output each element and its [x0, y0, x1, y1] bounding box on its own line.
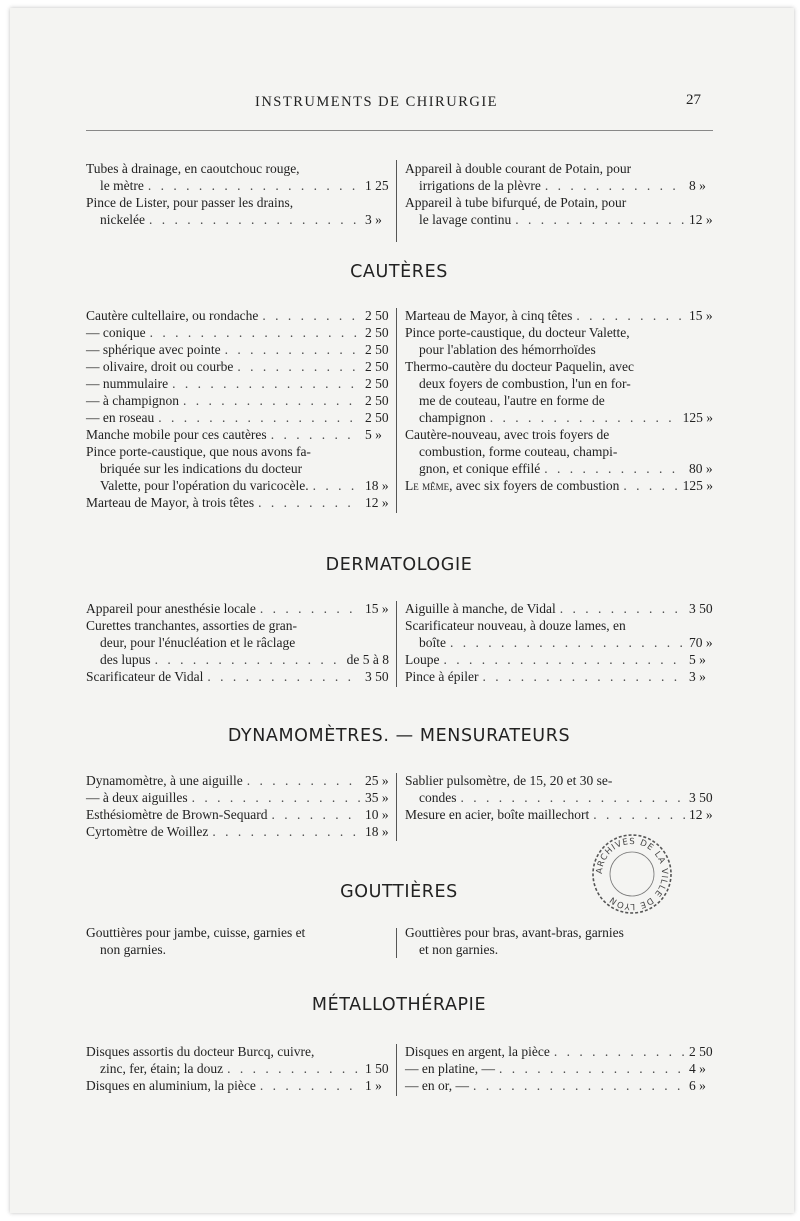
entry-line [86, 789, 389, 806]
entry-price: 18 » [365, 478, 389, 493]
svg-text:ARCHIVES DE LA VILLE DE LYON: ARCHIVES DE LA VILLE DE LYON [594, 836, 670, 912]
column-divider [396, 773, 397, 841]
entry-line [86, 806, 389, 823]
dot-leader [260, 600, 361, 617]
entry-line [405, 668, 713, 685]
entry-line [405, 1060, 713, 1077]
dot-leader [237, 358, 361, 375]
entry-line [86, 194, 389, 211]
entry-text: le lavage continu [419, 212, 512, 227]
entry-text: briquée sur les indications du docteur [100, 461, 303, 476]
cauteres-right-column [405, 307, 713, 494]
catalog-entry [86, 668, 389, 685]
entry-line [405, 634, 713, 651]
entry-text: Appareil pour anesthésie locale [86, 601, 256, 616]
entry-line [86, 409, 389, 426]
entry-text: Esthésiomètre de Brown-Sequard [86, 807, 268, 822]
catalog-entry [405, 1077, 713, 1094]
dot-leader [258, 494, 361, 511]
entry-price: 2 50 [365, 376, 389, 391]
entry-line [86, 324, 389, 341]
entry-price: 25 » [365, 773, 389, 788]
entry-text: et non garnies. [419, 942, 499, 957]
dot-leader [482, 668, 685, 685]
dot-leader [623, 477, 678, 494]
entry-text: le mètre [100, 178, 144, 193]
entry-line [405, 617, 713, 634]
entry-line [86, 1077, 389, 1094]
entry-text: Disques en aluminium, la pièce [86, 1078, 256, 1093]
entry-text: deux foyers de combustion, l'un en for- [419, 376, 631, 391]
cauteres-left-column [86, 307, 389, 511]
entry-text: — olivaire, droit ou courbe [86, 359, 234, 374]
catalog-entry [405, 772, 713, 806]
entry-line [86, 1043, 389, 1060]
column-divider [396, 601, 397, 687]
header-rule [86, 130, 713, 131]
entry-line [86, 494, 389, 511]
entry-line [86, 211, 389, 228]
entry-price: 125 » [682, 410, 713, 425]
entry-price: 2 50 [365, 410, 389, 425]
entry-text: — sphérique avec pointe [86, 342, 221, 357]
entry-price: 8 » [689, 178, 706, 193]
catalog-entry [86, 160, 389, 194]
catalog-entry [405, 477, 713, 494]
dot-leader [225, 341, 361, 358]
entry-text: Tubes à drainage, en caoutchouc rouge, [86, 161, 300, 176]
entry-line [86, 651, 389, 668]
entry-text: des lupus [100, 652, 151, 667]
entry-text: Gouttières pour jambe, cuisse, garnies et [86, 925, 306, 940]
catalog-entry [405, 806, 713, 823]
entry-text: boîte [419, 635, 446, 650]
entry-text: Appareil à double courant de Potain, pour [405, 161, 632, 176]
metallotherapie-left-column [86, 1043, 389, 1094]
entry-text: non garnies. [100, 942, 166, 957]
dot-leader [212, 823, 361, 840]
entry-line [86, 375, 389, 392]
dot-leader [499, 1060, 685, 1077]
catalog-entry [86, 324, 389, 341]
dot-leader [461, 789, 686, 806]
entry-text: Marteau de Mayor, à trois têtes [86, 495, 255, 510]
dot-leader [148, 177, 361, 194]
entry-price: 3 50 [689, 601, 713, 616]
entry-line [405, 806, 713, 823]
entry-text: Disques assortis du docteur Burcq, cuivre, [86, 1044, 315, 1059]
gouttieres-left-column [86, 924, 389, 958]
catalog-entry [405, 617, 713, 651]
entry-text: irrigations de la plèvre [419, 178, 541, 193]
entry-price: 5 » [365, 427, 382, 442]
dot-leader [207, 668, 361, 685]
entry-line [405, 1077, 713, 1094]
dot-leader [473, 1077, 685, 1094]
entry-text: — en or, — [405, 1078, 469, 1093]
catalog-entry [405, 668, 713, 685]
entry-price: 2 50 [365, 325, 389, 340]
catalog-entry [405, 324, 713, 358]
entry-line [86, 160, 389, 177]
catalog-entry [405, 651, 713, 668]
entry-line [86, 617, 389, 634]
entry-line [405, 211, 713, 228]
catalog-entry [86, 924, 389, 958]
entry-text: Pince porte-caustique, que nous avons fa- [86, 444, 311, 459]
dot-leader [450, 634, 685, 651]
entry-line [405, 307, 713, 324]
entry-line [86, 823, 389, 840]
entry-line [405, 160, 713, 177]
entry-line [86, 443, 389, 460]
dermatologie-left-column [86, 600, 389, 685]
catalog-entry [86, 806, 389, 823]
entry-text: Curettes tranchantes, assorties de gran- [86, 618, 298, 633]
page-number: 27 [686, 92, 701, 108]
entry-text: condes [419, 790, 457, 805]
column-divider [396, 928, 397, 958]
catalog-entry [86, 375, 389, 392]
entry-price: 1 » [365, 1078, 382, 1093]
entry-line [405, 1043, 713, 1060]
entry-text: Appareil à tube bifurqué, de Potain, pour [405, 195, 627, 210]
entry-line [405, 443, 713, 460]
entry-price: 2 50 [365, 393, 389, 408]
dot-leader [172, 375, 361, 392]
entry-price: 3 » [689, 669, 706, 684]
top-right-column [405, 160, 713, 228]
entry-line [405, 375, 713, 392]
entry-price: 12 » [365, 495, 389, 510]
section-title-gouttieres: GOUTTIÈRES [340, 882, 458, 902]
entry-line [405, 600, 713, 617]
entry-line [405, 324, 713, 341]
entry-text: — en platine, — [405, 1061, 495, 1076]
dynamometres-left-column [86, 772, 389, 840]
running-title: INSTRUMENTS DE CHIRURGIE [255, 94, 499, 110]
entry-text: Scarificateur de Vidal [86, 669, 204, 684]
top-left-column [86, 160, 389, 228]
catalog-entry [86, 409, 389, 426]
entry-lead: Le même [405, 478, 450, 493]
entry-price: 1 25 [365, 178, 389, 193]
entry-text: — à champignon [86, 393, 179, 408]
catalog-entry [86, 494, 389, 511]
dot-leader [149, 211, 361, 228]
entry-line [86, 426, 389, 443]
gouttieres-right-column [405, 924, 713, 958]
entry-line [405, 941, 713, 958]
dot-leader [192, 789, 361, 806]
entry-price: 18 » [365, 824, 389, 839]
entry-price: 2 50 [365, 342, 389, 357]
entry-price: 125 » [682, 478, 713, 493]
entry-price: 3 50 [689, 790, 713, 805]
entry-text: Thermo-cautère du docteur Paquelin, avec [405, 359, 635, 374]
entry-line [405, 194, 713, 211]
entry-text: deur, pour l'énucléation et le râclage [100, 635, 296, 650]
dot-leader [593, 806, 685, 823]
entry-price: 35 » [365, 790, 389, 805]
dot-leader [247, 772, 361, 789]
dot-leader [150, 324, 361, 341]
entry-price: 15 » [689, 308, 713, 323]
catalog-entry [86, 443, 389, 494]
dot-leader [490, 409, 679, 426]
catalog-entry [86, 772, 389, 789]
catalog-entry [405, 358, 713, 426]
archives-stamp [590, 832, 674, 916]
section-title-metallotherapie: MÉTALLOTHÉRAPIE [311, 995, 487, 1015]
dot-leader [271, 806, 361, 823]
catalog-entry [86, 307, 389, 324]
entry-text: Loupe [405, 652, 440, 667]
entry-text: , avec six foyers de combustion [449, 478, 620, 493]
entry-text: Marteau de Mayor, à cinq têtes [405, 308, 573, 323]
column-divider [396, 160, 397, 242]
entry-price: 12 » [689, 212, 713, 227]
entry-text: gnon, et conique effilé [419, 461, 541, 476]
catalog-entry [86, 600, 389, 617]
catalog-entry [405, 160, 713, 194]
catalog-entry [86, 392, 389, 409]
catalog-entry [405, 924, 713, 958]
entry-text: Aiguille à manche, de Vidal [405, 601, 556, 616]
entry-text: zinc, fer, étain; la douz [100, 1061, 224, 1076]
entry-text: Cautère-nouveau, avec trois foyers de [405, 427, 610, 442]
catalog-entry [86, 789, 389, 806]
entry-price: 1 50 [365, 1061, 389, 1076]
dot-leader [271, 426, 361, 443]
catalog-entry [405, 1043, 713, 1060]
entry-line [86, 634, 389, 651]
dot-leader [260, 1077, 361, 1094]
entry-line [405, 426, 713, 443]
entry-text: Scarificateur nouveau, à douze lames, en [405, 618, 626, 633]
entry-text: Valette, pour l'opération du varicocèle. [100, 478, 309, 493]
catalog-entry [86, 1043, 389, 1077]
column-divider [396, 1044, 397, 1096]
entry-price: 3 50 [365, 669, 389, 684]
entry-text: combustion, forme couteau, champi- [419, 444, 618, 459]
entry-text: Pince de Lister, pour passer les drains, [86, 195, 294, 210]
dot-leader [227, 1060, 361, 1077]
entry-line [405, 772, 713, 789]
entry-text: Disques en argent, la pièce [405, 1044, 550, 1059]
section-title-dynamometres: DYNAMOMÈTRES. — MENSURATEURS [227, 726, 571, 746]
dot-leader [544, 460, 685, 477]
dot-leader [183, 392, 361, 409]
entry-line [86, 1060, 389, 1077]
entry-price: 2 50 [365, 308, 389, 323]
catalog-entry [86, 617, 389, 668]
catalog-entry [86, 341, 389, 358]
entry-line [86, 477, 389, 494]
entry-text: champignon [419, 410, 486, 425]
entry-line [86, 600, 389, 617]
dynamometres-right-column [405, 772, 713, 823]
entry-text: Gouttières pour bras, avant-bras, garnies [405, 925, 624, 940]
entry-price: 15 » [365, 601, 389, 616]
catalog-entry [86, 358, 389, 375]
column-divider [396, 308, 397, 513]
catalog-entry [405, 426, 713, 477]
entry-line [405, 409, 713, 426]
catalog-entry [86, 823, 389, 840]
entry-line [405, 392, 713, 409]
dermatologie-right-column [405, 600, 713, 685]
entry-line [405, 789, 713, 806]
entry-line [86, 341, 389, 358]
entry-text: — à deux aiguilles [86, 790, 188, 805]
dot-leader [545, 177, 685, 194]
entry-price: 3 » [365, 212, 382, 227]
entry-price: 12 » [689, 807, 713, 822]
section-title-cauteres: CAUTÈRES [350, 262, 448, 282]
entry-line [405, 460, 713, 477]
entry-text: me de couteau, l'autre en forme de [419, 393, 605, 408]
entry-line [86, 460, 389, 477]
entry-text: — nummulaire [86, 376, 169, 391]
dot-leader [313, 477, 361, 494]
dot-leader [155, 651, 343, 668]
entry-line [86, 941, 389, 958]
entry-price: de 5 à 8 [346, 652, 389, 667]
entry-text: Sablier pulsomètre, de 15, 20 et 30 se- [405, 773, 613, 788]
entry-text: nickelée [100, 212, 145, 227]
entry-line [405, 358, 713, 375]
entry-price: 6 » [689, 1078, 706, 1093]
dot-leader [554, 1043, 685, 1060]
catalog-entry [405, 194, 713, 228]
entry-line [405, 341, 713, 358]
entry-price: 80 » [689, 461, 713, 476]
entry-line [405, 651, 713, 668]
entry-text: pour l'ablation des hémorrhoïdes [419, 342, 596, 357]
entry-price: 2 50 [689, 1044, 713, 1059]
entry-line [86, 772, 389, 789]
entry-price: 4 » [689, 1061, 706, 1076]
catalog-entry [405, 307, 713, 324]
entry-line [86, 307, 389, 324]
entry-line [86, 668, 389, 685]
entry-price: 10 » [365, 807, 389, 822]
entry-line [405, 177, 713, 194]
entry-line [86, 358, 389, 375]
dot-leader [158, 409, 361, 426]
entry-text: Mesure en acier, boîte maillechort [405, 807, 590, 822]
entry-text: Manche mobile pour ces cautères [86, 427, 267, 442]
entry-price: 70 » [689, 635, 713, 650]
dot-leader [560, 600, 685, 617]
catalog-entry [86, 1077, 389, 1094]
entry-text: — en roseau [86, 410, 155, 425]
catalog-entry [86, 194, 389, 228]
entry-price: 2 50 [365, 359, 389, 374]
dot-leader [262, 307, 361, 324]
dot-leader [515, 211, 685, 228]
entry-text: Cautère cultellaire, ou rondache [86, 308, 259, 323]
entry-price: 5 » [689, 652, 706, 667]
metallotherapie-right-column [405, 1043, 713, 1094]
entry-text: — conique [86, 325, 146, 340]
entry-text: Cyrtomètre de Woillez [86, 824, 209, 839]
entry-text: Pince porte-caustique, du docteur Valette, [405, 325, 630, 340]
catalog-entry [405, 600, 713, 617]
entry-text: Pince à épiler [405, 669, 479, 684]
section-title-dermatologie: DERMATOLOGIE [325, 555, 473, 575]
catalog-entry [405, 1060, 713, 1077]
entry-text: Dynamomètre, à une aiguille [86, 773, 243, 788]
dot-leader [576, 307, 685, 324]
entry-line [86, 924, 389, 941]
entry-line [86, 392, 389, 409]
entry-line [405, 924, 713, 941]
entry-line [405, 477, 713, 494]
catalog-entry [86, 426, 389, 443]
entry-line [86, 177, 389, 194]
dot-leader [444, 651, 686, 668]
